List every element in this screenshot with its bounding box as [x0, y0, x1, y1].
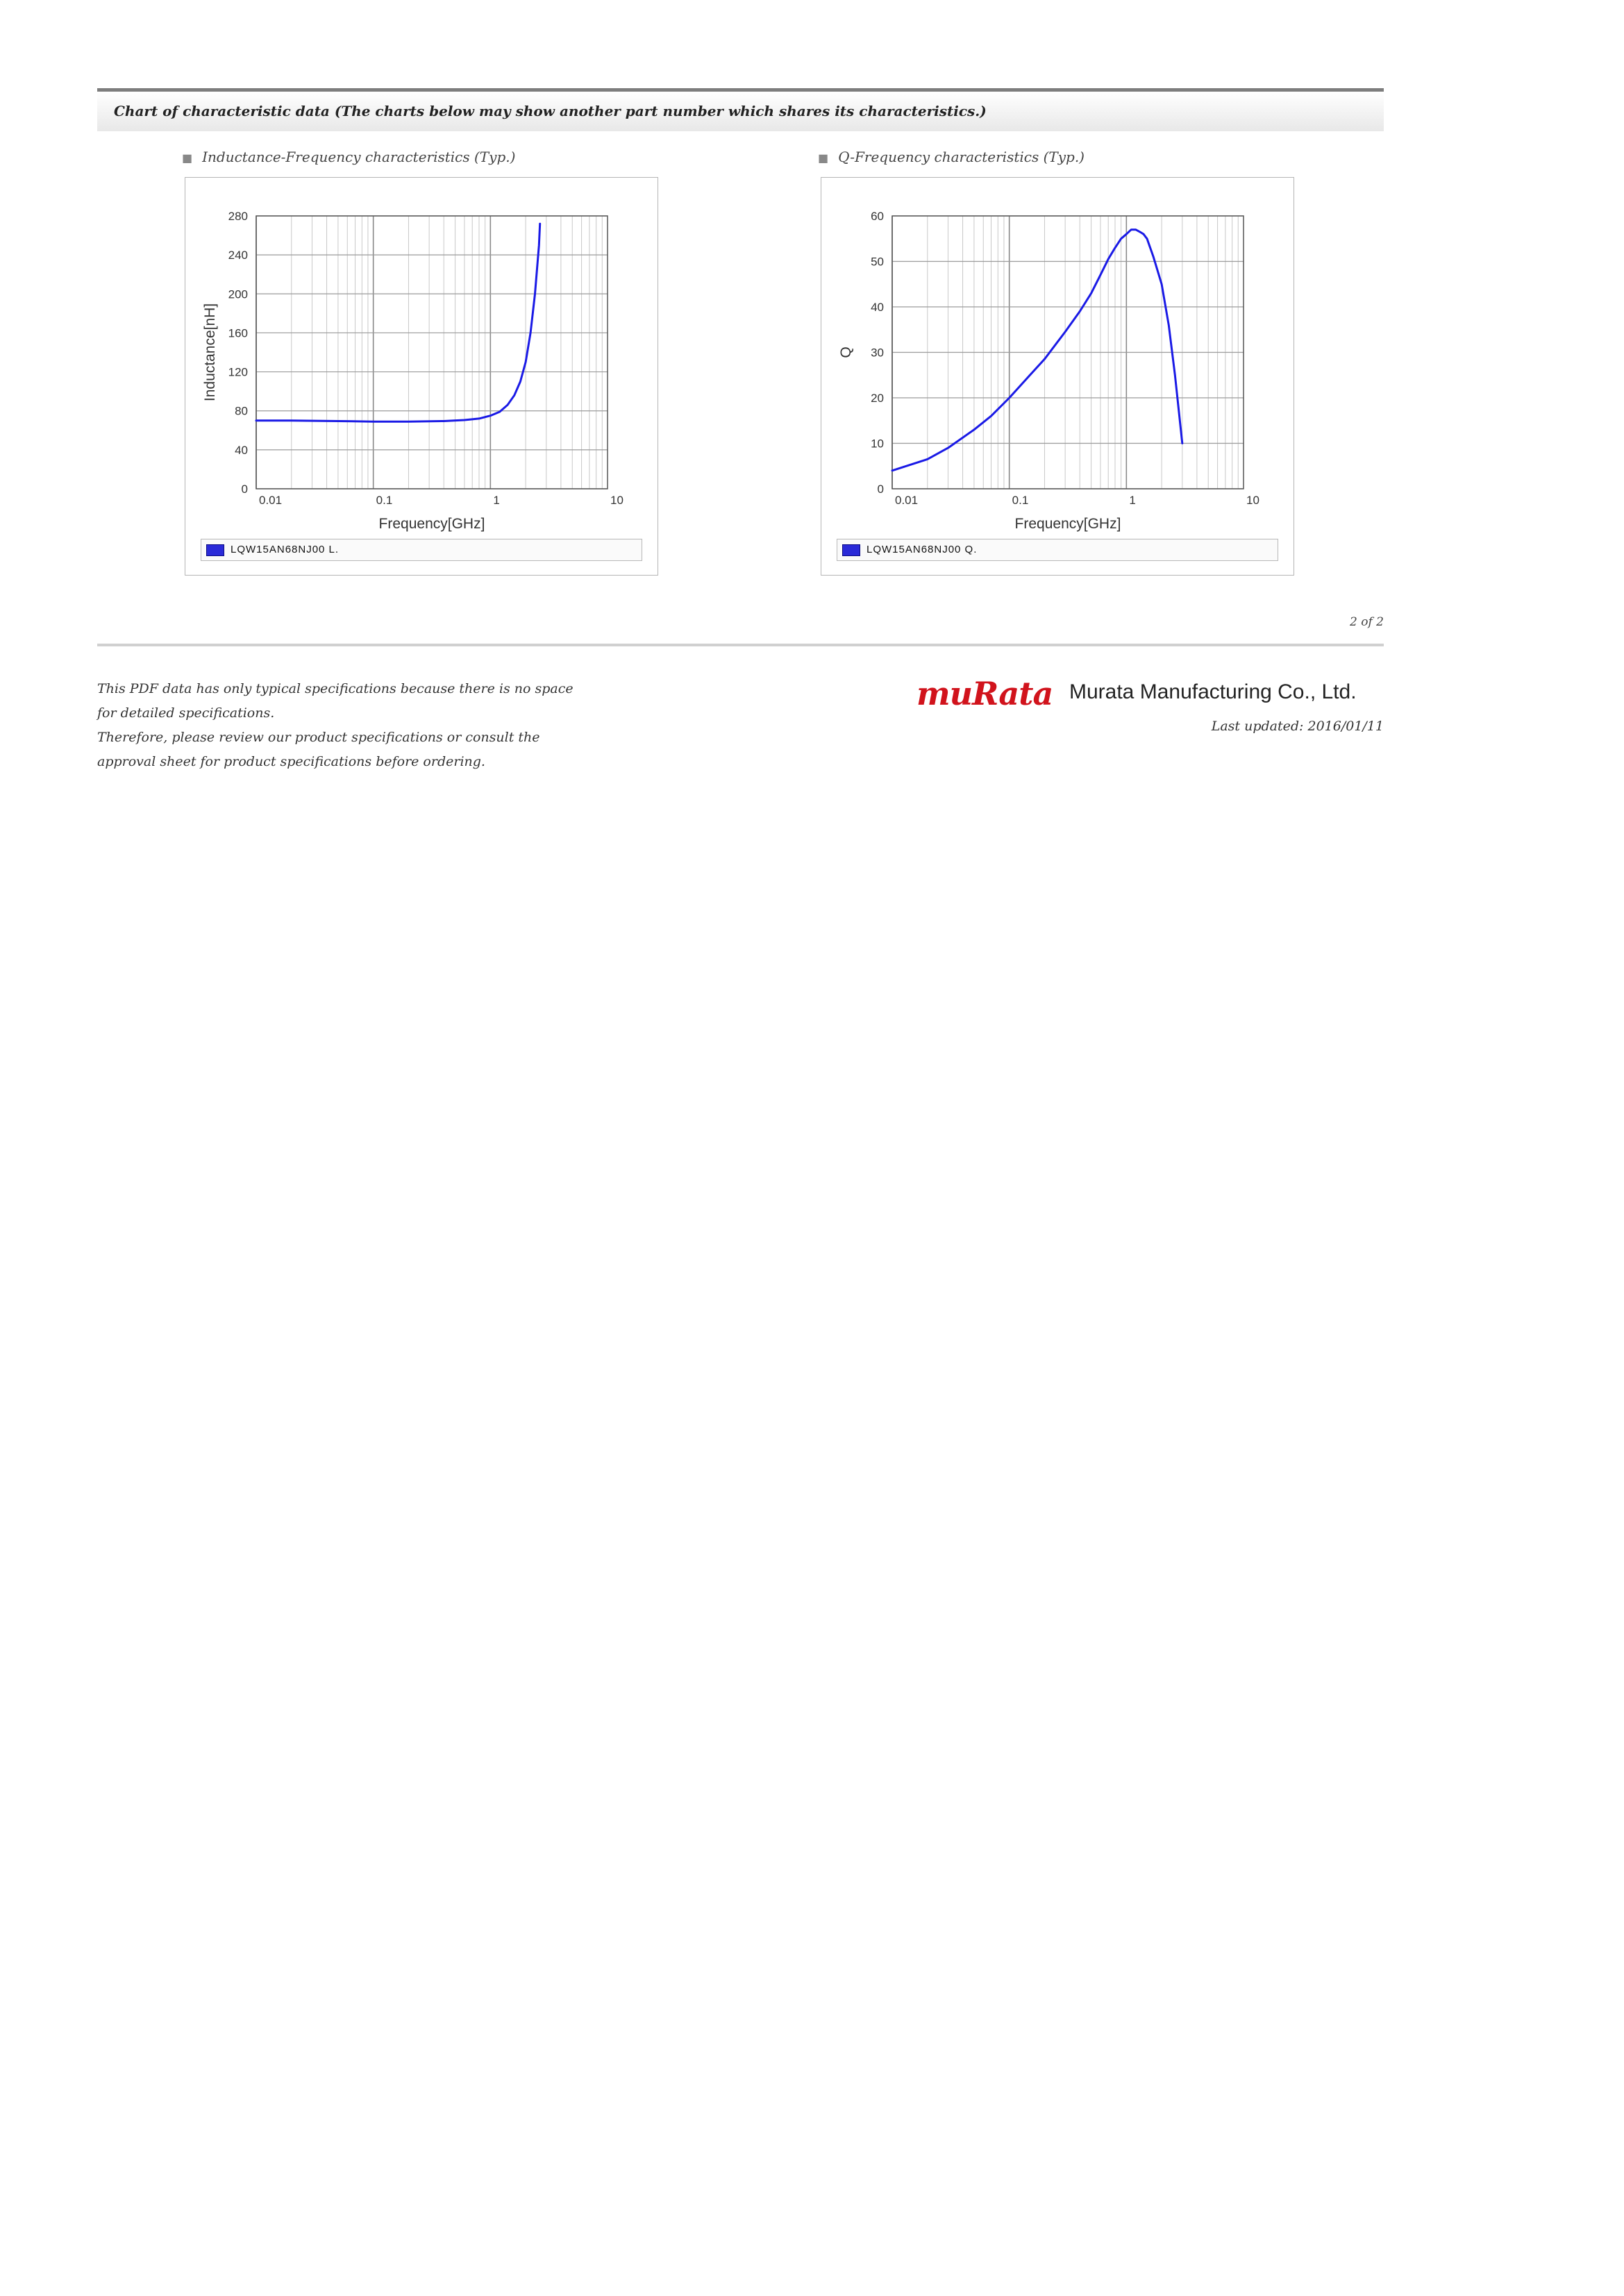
x-tick-label: 0.1 — [376, 494, 393, 507]
y-tick-label: 0 — [877, 483, 884, 496]
y-tick-label: 200 — [228, 287, 248, 301]
y-tick-label: 40 — [235, 443, 248, 457]
page-number: 2 of 2 — [1350, 615, 1384, 629]
inductance-frequency-chart — [185, 177, 658, 576]
y-tick-label: 30 — [871, 346, 884, 360]
chart-caption-inductance — [182, 149, 515, 165]
x-tick-label: 0.1 — [1012, 494, 1029, 507]
x-tick-label: 1 — [493, 494, 500, 507]
y-tick-label: 160 — [228, 326, 248, 340]
x-tick-label: 10 — [610, 494, 623, 507]
y-tick-label: 80 — [235, 404, 248, 418]
y-tick-label: 20 — [871, 392, 884, 405]
x-tick-label: 0.01 — [895, 494, 919, 507]
legend-swatch — [842, 544, 860, 556]
legend-label: LQW15AN68NJ00 Q. — [867, 544, 978, 555]
x-axis-label: Frequency[GHz] — [1014, 516, 1121, 532]
legend-label: LQW15AN68NJ00 L. — [231, 544, 340, 555]
y-tick-label: 240 — [228, 249, 248, 262]
disclaimer-line: Therefore, please review our product specifications or consult the — [97, 730, 540, 745]
y-tick-label: 120 — [228, 365, 248, 379]
x-axis-label: Frequency[GHz] — [378, 516, 485, 532]
disclaimer — [97, 677, 625, 774]
y-axis-label: Q — [838, 346, 854, 358]
y-tick-label: 0 — [241, 483, 248, 496]
y-tick-label: 280 — [228, 210, 248, 223]
plot-area — [256, 216, 608, 489]
chart-caption-q — [818, 149, 1085, 165]
disclaimer-line: for detailed specifications. — [97, 705, 275, 721]
inductance-chart-svg — [185, 178, 658, 535]
y-tick-label: 10 — [871, 437, 884, 451]
chart-caption-text: Q-Frequency characteristics (Typ.) — [838, 149, 1085, 165]
y-tick-label: 40 — [871, 301, 884, 314]
disclaimer-line: This PDF data has only typical specifications because there is no space — [97, 681, 574, 696]
murata-logo: muRata — [916, 675, 1053, 712]
bullet-icon: ■ — [818, 151, 829, 165]
last-updated: Last updated: 2016/01/11 — [1211, 719, 1384, 734]
disclaimer-line: approval sheet for product specifications before ordering. — [97, 754, 485, 769]
chart-caption-text: Inductance-Frequency characteristics (Typ.) — [202, 149, 516, 165]
footer-divider — [97, 644, 1384, 646]
bullet-icon: ■ — [182, 151, 193, 165]
y-tick-label: 50 — [871, 255, 884, 269]
x-tick-label: 1 — [1129, 494, 1136, 507]
chart-legend — [837, 539, 1278, 561]
q-chart-svg — [821, 178, 1294, 535]
section-header-title: Chart of characteristic data (The charts below may show another part number which shares its characteristics.) — [114, 103, 987, 119]
x-tick-label: 0.01 — [259, 494, 283, 507]
legend-swatch — [206, 544, 224, 556]
y-tick-label: 60 — [871, 210, 884, 223]
x-tick-label: 10 — [1246, 494, 1259, 507]
chart-legend — [201, 539, 642, 561]
q-frequency-chart — [821, 177, 1294, 576]
company-name: Murata Manufacturing Co., Ltd. — [1069, 680, 1357, 703]
y-axis-label: Inductance[nH] — [202, 303, 218, 402]
section-header — [97, 88, 1384, 131]
